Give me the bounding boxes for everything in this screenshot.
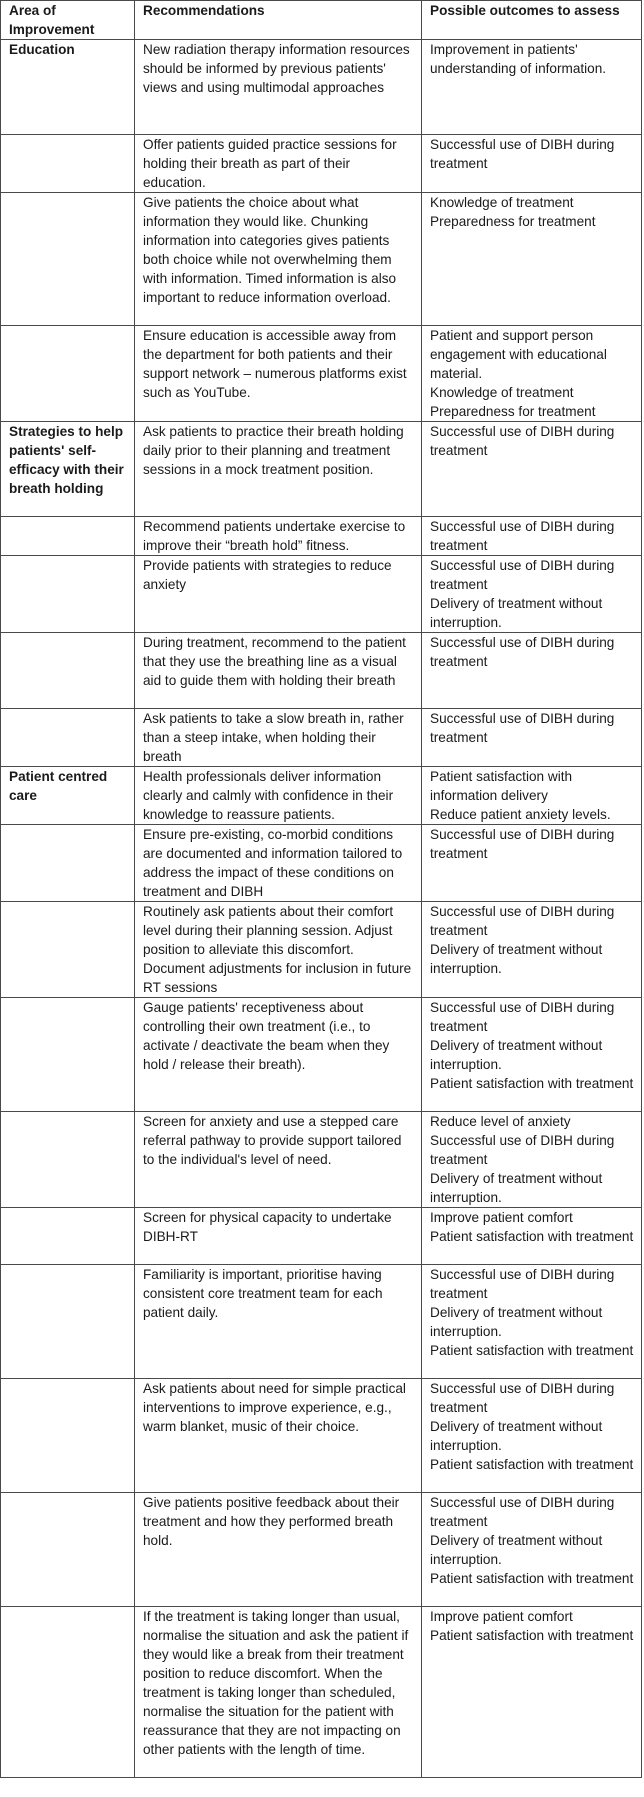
- outcome-item: Patient satisfaction with treatment: [430, 1628, 634, 1643]
- recommendation-cell: Provide patients with strategies to reduce anxiety: [135, 556, 422, 633]
- recommendation-cell: New radiation therapy information resources should be informed by previous patients' views and using multimodal approaches: [135, 40, 422, 135]
- area-cell: [1, 998, 135, 1112]
- outcome-item: Successful use of DIBH during treatment: [430, 137, 615, 171]
- outcome-item: Patient satisfaction with information delivery: [430, 769, 573, 803]
- outcomes-cell: [422, 998, 642, 1112]
- outcome-item: Improvement in patients' understanding of information.: [430, 42, 607, 76]
- outcome-item: Successful use of DIBH during treatment: [430, 558, 615, 592]
- outcomes-cell: [422, 1493, 642, 1607]
- outcomes-cell: [422, 1208, 642, 1265]
- outcome-item: Successful use of DIBH during treatment: [430, 519, 615, 553]
- recommendation-cell: During treatment, recommend to the patient that they use the breathing line as a visual aid to guide them with holding their breath: [135, 633, 422, 709]
- table-row: [1, 767, 642, 825]
- recommendation-cell: Ensure education is accessible away from the department for both patients and their support network – numerous platforms exist such as YouTube.: [135, 326, 422, 422]
- table-row: [1, 517, 642, 556]
- recommendation-cell: Ask patients to practice their breath holding daily prior to their planning and treatment sessions in a mock treatment position.: [135, 422, 422, 517]
- outcome-item: Successful use of DIBH during treatment: [430, 904, 615, 938]
- outcome-item: Successful use of DIBH during treatment: [430, 1000, 615, 1034]
- table-row: [1, 1607, 642, 1778]
- table-row: [1, 1265, 642, 1379]
- recommendation-cell: Ask patients to take a slow breath in, rather than a steep intake, when holding their breath: [135, 709, 422, 767]
- outcomes-cell: [422, 1607, 642, 1778]
- outcome-item: Successful use of DIBH during treatment: [430, 1133, 615, 1167]
- outcome-item: Patient satisfaction with treatment: [430, 1343, 634, 1358]
- recommendation-cell: Ask patients about need for simple practical interventions to improve experience, e.g., warm blanket, music of their choice.: [135, 1379, 422, 1493]
- outcome-item: Patient satisfaction with treatment: [430, 1076, 634, 1091]
- outcomes-cell: [422, 825, 642, 902]
- table-row: [1, 1112, 642, 1208]
- header-outcomes: Possible outcomes to assess: [422, 1, 642, 40]
- outcomes-cell: [422, 633, 642, 709]
- outcomes-cell: [422, 902, 642, 998]
- area-cell: Patient centred care: [1, 767, 135, 825]
- area-cell: [1, 556, 135, 633]
- outcomes-cell: [422, 767, 642, 825]
- outcome-item: Knowledge of treatment: [430, 385, 574, 400]
- recommendation-cell: Screen for physical capacity to undertake DIBH-RT: [135, 1208, 422, 1265]
- recommendation-cell: If the treatment is taking longer than usual, normalise the situation and ask the patient if they would like a break from their treatment position to reduce discomfort. When the treatment is taking longer than scheduled, normalise the situation for the patient with reassurance that they are not impacting on other patients with the length of time.: [135, 1607, 422, 1778]
- recommendation-cell: Familiarity is important, prioritise having consistent core treatment team for each patient daily.: [135, 1265, 422, 1379]
- header-area: Area of Improvement: [1, 1, 135, 40]
- area-cell: [1, 326, 135, 422]
- outcomes-cell: [422, 1265, 642, 1379]
- table-row: [1, 998, 642, 1112]
- outcome-item: Preparedness for treatment: [430, 404, 596, 419]
- table-row: [1, 633, 642, 709]
- outcomes-cell: [422, 517, 642, 556]
- outcome-item: Patient and support person engagement with educational material.: [430, 328, 607, 381]
- recommendation-cell: Give patients the choice about what information they would like. Chunking information into categories gives patients both choice while not overwhelming them with information. Timed information is also important to reduce information overload.: [135, 193, 422, 326]
- area-cell: [1, 633, 135, 709]
- outcome-item: Improve patient comfort: [430, 1210, 573, 1225]
- outcomes-cell: [422, 1112, 642, 1208]
- table-row: [1, 1379, 642, 1493]
- table-body: [1, 40, 642, 1778]
- outcomes-cell: [422, 709, 642, 767]
- table-row: [1, 556, 642, 633]
- outcome-item: Delivery of treatment without interruption.: [430, 1419, 603, 1453]
- area-cell: [1, 1607, 135, 1778]
- outcome-item: Successful use of DIBH during treatment: [430, 1495, 615, 1529]
- header-row: [1, 1, 642, 40]
- recommendation-cell: Screen for anxiety and use a stepped care referral pathway to provide support tailored to the individual's level of need.: [135, 1112, 422, 1208]
- table-row: [1, 326, 642, 422]
- outcome-item: Knowledge of treatment: [430, 195, 574, 210]
- outcomes-cell: [422, 326, 642, 422]
- area-cell: [1, 135, 135, 193]
- outcomes-cell: [422, 556, 642, 633]
- area-cell: [1, 1379, 135, 1493]
- outcome-item: Preparedness for treatment: [430, 214, 596, 229]
- recommendation-cell: Routinely ask patients about their comfort level during their planning session. Adjust position to alleviate this discomfort. Document adjustments for inclusion in future RT sessions: [135, 902, 422, 998]
- outcome-item: Delivery of treatment without interruption.: [430, 1533, 603, 1567]
- recommendation-cell: Give patients positive feedback about their treatment and how they performed breath hold.: [135, 1493, 422, 1607]
- area-cell: [1, 709, 135, 767]
- area-cell: [1, 1265, 135, 1379]
- area-cell: [1, 1493, 135, 1607]
- table-row: [1, 193, 642, 326]
- outcomes-cell: [422, 135, 642, 193]
- outcome-item: Delivery of treatment without interruption.: [430, 596, 603, 630]
- table-row: [1, 135, 642, 193]
- area-cell: [1, 825, 135, 902]
- recommendation-cell: Recommend patients undertake exercise to improve their “breath hold” fitness.: [135, 517, 422, 556]
- area-cell: Strategies to help patients' self-efficacy with their breath holding: [1, 422, 135, 517]
- table-row: [1, 422, 642, 517]
- outcomes-cell: [422, 422, 642, 517]
- outcome-item: Successful use of DIBH during treatment: [430, 1267, 615, 1301]
- outcomes-cell: [422, 40, 642, 135]
- area-cell: [1, 1112, 135, 1208]
- header-recommendations: Recommendations: [135, 1, 422, 40]
- table-row: [1, 709, 642, 767]
- outcomes-cell: [422, 1379, 642, 1493]
- table-row: [1, 40, 642, 135]
- area-cell: [1, 193, 135, 326]
- outcome-item: Patient satisfaction with treatment: [430, 1229, 634, 1244]
- outcome-item: Delivery of treatment without interruption.: [430, 1305, 603, 1339]
- outcomes-cell: [422, 193, 642, 326]
- outcome-item: Successful use of DIBH during treatment: [430, 1381, 615, 1415]
- outcome-item: Successful use of DIBH during treatment: [430, 424, 615, 458]
- outcome-item: Successful use of DIBH during treatment: [430, 827, 615, 861]
- outcome-item: Reduce level of anxiety: [430, 1114, 571, 1129]
- area-cell: [1, 1208, 135, 1265]
- outcome-item: Successful use of DIBH during treatment: [430, 711, 615, 745]
- recommendation-cell: Offer patients guided practice sessions for holding their breath as part of their education.: [135, 135, 422, 193]
- outcome-item: Delivery of treatment without interruption.: [430, 1038, 603, 1072]
- recommendation-cell: Health professionals deliver information clearly and calmly with confidence in their knowledge to reassure patients.: [135, 767, 422, 825]
- outcome-item: Patient satisfaction with treatment: [430, 1571, 634, 1586]
- area-cell: Education: [1, 40, 135, 135]
- outcome-item: Delivery of treatment without interruption.: [430, 1171, 603, 1205]
- area-cell: [1, 517, 135, 556]
- area-cell: [1, 902, 135, 998]
- outcome-item: Patient satisfaction with treatment: [430, 1457, 634, 1472]
- outcome-item: Successful use of DIBH during treatment: [430, 635, 615, 669]
- table-row: [1, 902, 642, 998]
- outcome-item: Improve patient comfort: [430, 1609, 573, 1624]
- outcome-item: Reduce patient anxiety levels.: [430, 807, 611, 822]
- recommendation-cell: Gauge patients' receptiveness about controlling their own treatment (i.e., to activate / deactivate the beam when they hold / release their breath).: [135, 998, 422, 1112]
- table-row: [1, 1493, 642, 1607]
- recommendation-cell: Ensure pre-existing, co-morbid conditions are documented and information tailored to address the impact of these conditions on treatment and DIBH: [135, 825, 422, 902]
- table-row: [1, 825, 642, 902]
- outcome-item: Delivery of treatment without interruption.: [430, 942, 603, 976]
- table-row: [1, 1208, 642, 1265]
